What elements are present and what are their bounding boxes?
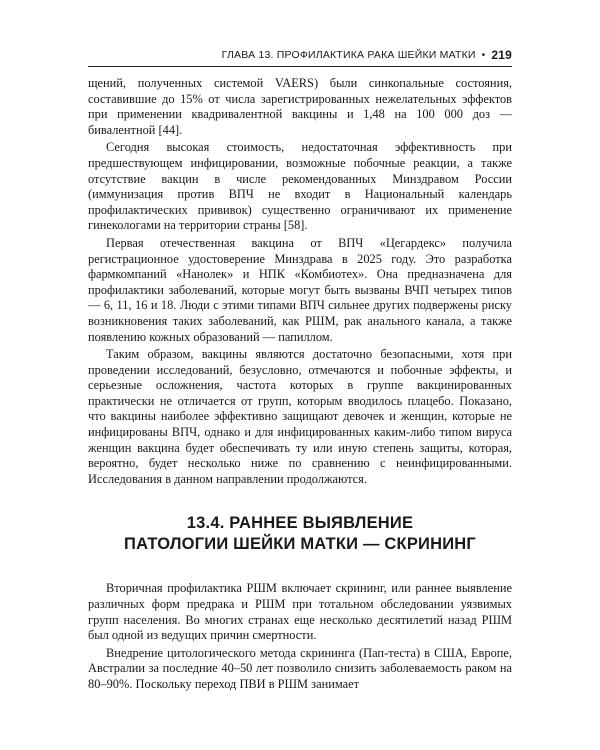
running-header — [88, 44, 512, 67]
section-heading-line-2: ПАТОЛОГИИ ШЕЙКИ МАТКИ — СКРИНИНГ — [124, 535, 476, 554]
paragraph-continued: щений, полученных системой VAERS) были синкопальные состояния, составившие до 15% от числа зарегистрированных нежелательных эффектов при применении квадривалентной вакцины и 1,48 на 100 000 доз — бивалентной [44]. — [88, 76, 512, 137]
section-heading — [88, 513, 512, 555]
header-bullet: • — [481, 49, 486, 61]
section-heading-line-1: 13.4. РАННЕЕ ВЫЯВЛЕНИЕ — [186, 514, 414, 533]
page-body — [88, 76, 512, 695]
paragraph: Вторичная профилактика РШМ включает скрининг, или раннее выявление различных форм предрака и РШМ при тотальном обследовании уязвимых групп населения. Во многих странах еще несколько десятилетий назад РШМ был одной из ведущих причин смертности. — [88, 581, 512, 643]
paragraph: Первая отечественная вакцина от ВПЧ «Цегардекс» получила регистрационное удостоверение Минздрава в 2025 году. Это разработка фармкомпаний «Нанолек» и НПК «Комбиотех». Она предназначена для профилактики заболеваний, которые могут быть вызваны ВЧП четырех типов — 6, 11, 16 и 18. Люди с этими типами ВПЧ сильнее других подвержены риску возникновения таких заболеваний, как РШМ, рак анального канала, а также появлению кожных образований — папиллом. — [88, 235, 512, 344]
page-number: 219 — [491, 48, 512, 62]
paragraph: Внедрение цитологического метода скрининга (Пап-теста) в США, Европе, Австралии за последние 40–50 лет позволило снизить заболеваемость раком на 80–90%. Поскольку переход ПВИ в РШМ занимает — [88, 645, 512, 691]
chapter-title: ГЛАВА 13. ПРОФИЛАКТИКА РАКА ШЕЙКИ МАТКИ — [221, 49, 476, 61]
paragraph: Сегодня высокая стоимость, недостаточная эффективность при предшествующем инфицировании, возможные побочные реакции, а также отсутствие вакцин в числе рекомендованных Минздравом России (иммунизация против ВПЧ не входит в Национальный календарь профилактических прививок) существенно ограничивают их применение гинекологами на территории страны [58]. — [88, 140, 512, 233]
paragraph: Таким образом, вакцины являются достаточно безопасными, хотя при проведении исследований, безусловно, отмечаются и побочные эффекты, и серьезные осложнения, частота которых в группе вакцинированных практически не отличается от групп, которым вводилось плацебо. Показано, что вакцины наиболее эффективно защищают девочек и женщин, которые не инфицированы ВПЧ, однако и для инфицированных каким-либо типом вируса женщин вакцина будет обеспечивать ту или иную степень защиты, которая, вероятно, будет несколько ниже по сравнению с неинфицированными. Исследования в данном направлении продолжаются. — [88, 347, 512, 486]
